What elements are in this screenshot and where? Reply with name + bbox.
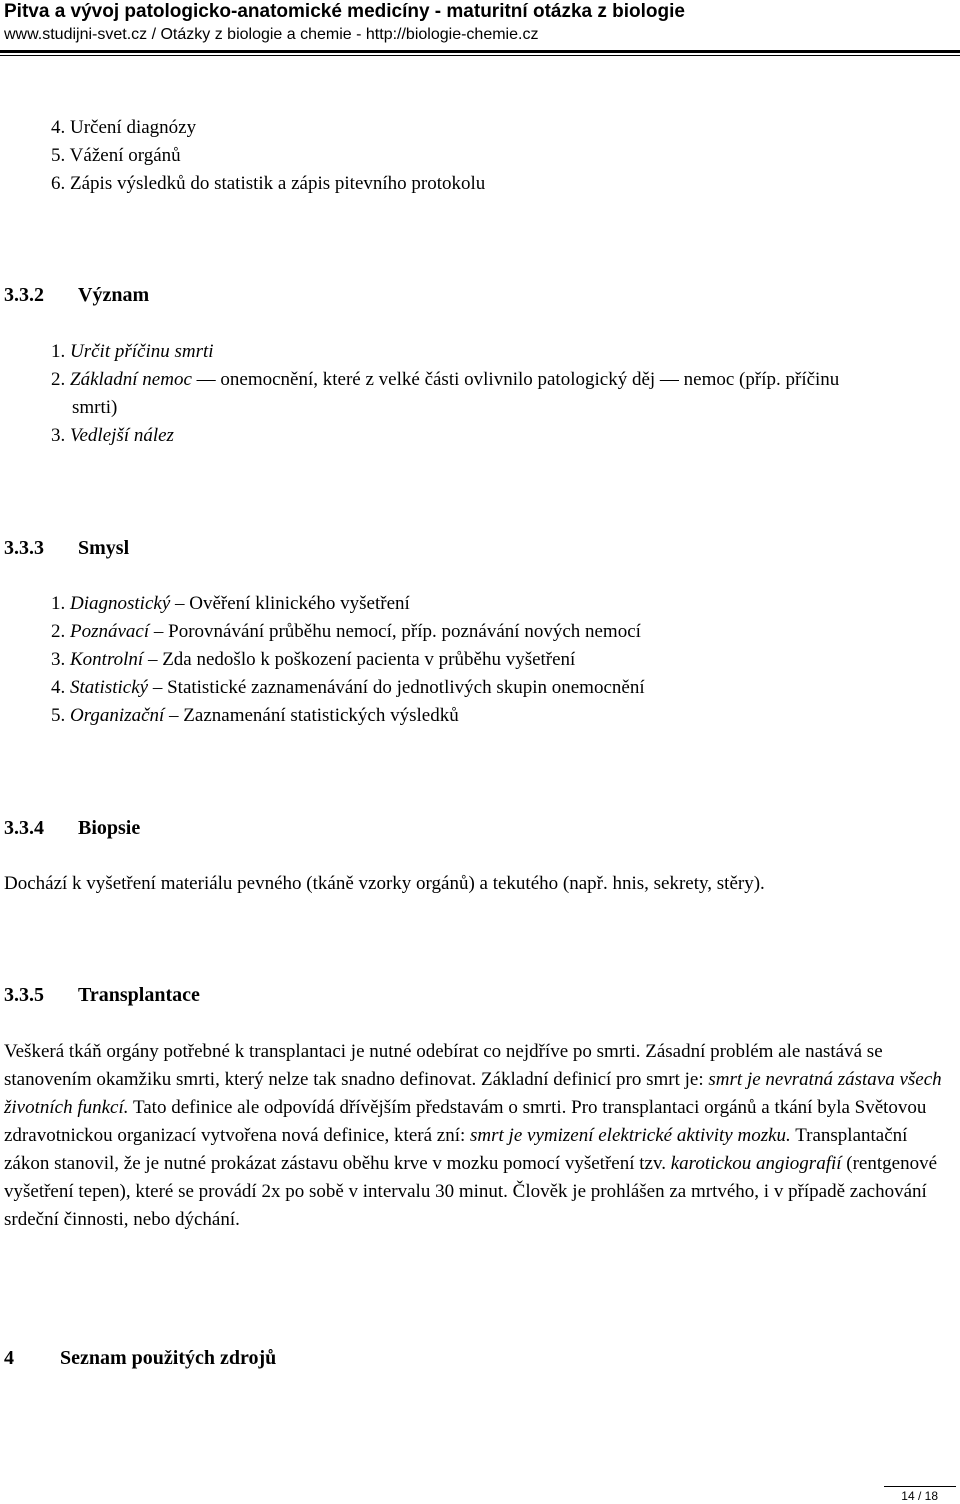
list-number: 1.: [51, 341, 66, 362]
list-number: 2.: [51, 369, 66, 390]
list-item: [51, 592, 410, 616]
list-text: – Zda nedošlo k poškození pacienta v průběhu vyšetření: [147, 649, 576, 670]
list-text: smrti): [72, 397, 118, 418]
page-header: [4, 0, 956, 46]
section-heading: [4, 535, 129, 561]
list-item: [51, 144, 181, 168]
paragraph-text: Transplantační zákon stanovil, že je nutné prokázat zástavu oběhu krve v mozku pomocí vyšetření tzv.: [4, 1125, 908, 1174]
list-item: [51, 704, 459, 728]
section-number: 3.3.4: [4, 817, 44, 839]
paragraph: Dochází k vyšetření materiálu pevného (tkáně vzorky orgánů) a tekutého (např. hnis, sekrety, stěry).: [4, 873, 765, 894]
list-item: [51, 676, 645, 700]
chapter-title: Seznam použitých zdrojů: [60, 1347, 277, 1369]
list-term: Vedlejší nález: [70, 425, 174, 446]
list-term: Organizační: [70, 705, 165, 726]
section-heading: [4, 282, 149, 308]
list-item: [51, 620, 641, 644]
list-text: – Statistické zaznamenávání do jednotlivých skupin onemocnění: [152, 677, 645, 698]
paragraph-text: (rentgenové vyšetření tepen), které se provádí 2x po sobě v intervalu 30 minut. Člověk je prohlášen za mrtvého, i v případě zachování srdeční činnosti, nebo dýchání.: [4, 1153, 938, 1230]
list-number: 3.: [51, 425, 66, 446]
section-title: Transplantace: [78, 984, 200, 1006]
section-title: Smysl: [78, 537, 130, 559]
list-item: [51, 424, 174, 448]
list-item: [51, 368, 839, 392]
list-text: Zápis výsledků do statistik a zápis pitevního protokolu: [70, 173, 486, 194]
list-text: Vážení orgánů: [69, 145, 181, 166]
paragraph-text: Tato definice ale odpovídá dřívějším představám o smrti. Pro transplantaci orgánů a tkání byla Světovou zdravotnickou organizací vytvořena nová definice, která zní:: [4, 1097, 927, 1146]
list-number: 4.: [51, 117, 66, 138]
chapter-number: 4: [4, 1347, 14, 1369]
list-term: Základní nemoc: [70, 369, 192, 390]
paragraph-text: Veškerá tkáň orgány potřebné k transplantaci je nutné odebírat co nejdříve po smrti. Zásadní problém ale nastává se stanovením okamžiku smrti, který nelze tak snadno definovat. Základní definicí pro smrt je:: [4, 1041, 883, 1090]
list-text: – Zaznamenání statistických výsledků: [169, 705, 459, 726]
list-term: Poznávací: [70, 621, 150, 642]
header-rule: [0, 50, 960, 53]
list-term: Určit příčinu smrti: [70, 341, 214, 362]
section-title: Význam: [78, 284, 150, 306]
list-term: Diagnostický: [70, 593, 171, 614]
list-number: 3.: [51, 649, 66, 670]
section-heading: [4, 815, 140, 841]
list-text: — onemocnění, které z velké části ovlivnilo patologický děj — nemoc (příp. příčinu: [196, 369, 840, 390]
list-number: 5.: [51, 705, 66, 726]
header-subtitle: www.studijni-svet.cz / Otázky z biologie a chemie - http://biologie-chemie.cz: [4, 26, 539, 43]
list-text: – Porovnávání průběhu nemocí, příp. poznávání nových nemocí: [153, 621, 641, 642]
list-number: 4.: [51, 677, 66, 698]
list-term: Statistický: [70, 677, 149, 698]
paragraph-emphasis: smrt je nevratná zástava všech životních funkcí.: [4, 1069, 942, 1118]
footer-rule: [884, 1486, 956, 1487]
list-item-continuation: [72, 396, 117, 420]
list-item: [51, 116, 196, 140]
list-item: [51, 340, 214, 364]
list-number: 1.: [51, 593, 66, 614]
header-title: Pitva a vývoj patologicko-anatomické medicíny - maturitní otázka z biologie: [4, 1, 685, 22]
header-rule-thin: [0, 55, 960, 56]
list-term: Kontrolní: [70, 649, 144, 670]
section-title: Biopsie: [78, 817, 141, 839]
list-item: [51, 172, 485, 196]
section-number: 3.3.3: [4, 537, 44, 559]
paragraph-emphasis: karotickou angiografií: [670, 1153, 842, 1174]
list-text: – Ověření klinického vyšetření: [175, 593, 410, 614]
section-number: 3.3.5: [4, 984, 44, 1006]
list-number: 2.: [51, 621, 66, 642]
list-item: [51, 648, 575, 672]
chapter-heading: [4, 1345, 276, 1371]
list-number: 6.: [51, 173, 66, 194]
section-heading: [4, 982, 200, 1008]
section-number: 3.3.2: [4, 284, 44, 306]
paragraph: [4, 1038, 954, 1234]
list-text: Určení diagnózy: [70, 117, 197, 138]
list-number: 5.: [51, 145, 66, 166]
paragraph-emphasis: smrt je vymizení elektrické aktivity mozku.: [470, 1125, 791, 1146]
page-number: 14 / 18: [901, 1489, 938, 1503]
